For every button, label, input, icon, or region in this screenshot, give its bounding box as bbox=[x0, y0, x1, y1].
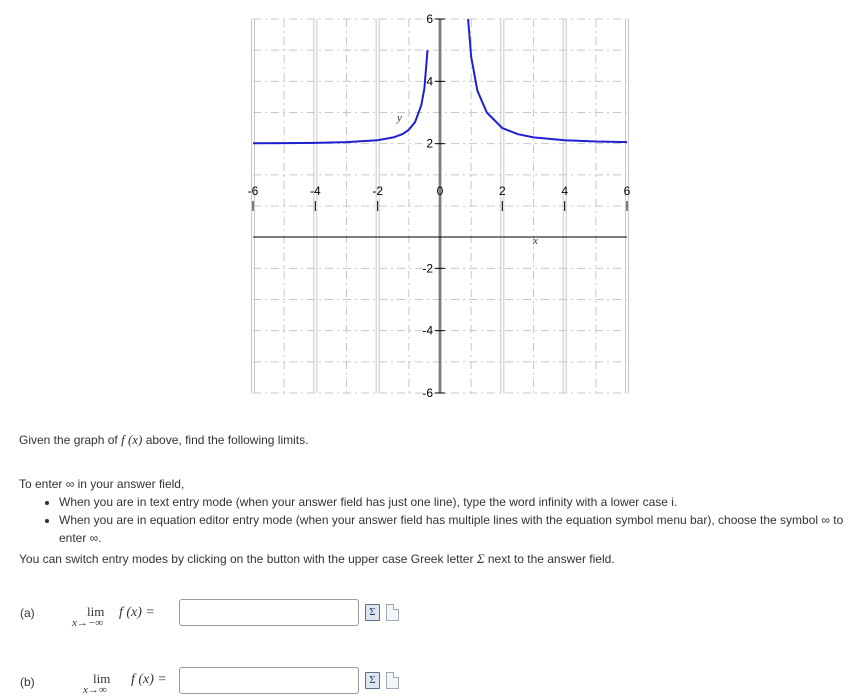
y-axis-label: y bbox=[397, 112, 402, 124]
equation-editor-button-a[interactable]: Σ bbox=[365, 604, 380, 621]
answer-input-b[interactable] bbox=[179, 667, 359, 694]
intro-after: above, find the following limits. bbox=[142, 433, 309, 447]
lim-word: lim bbox=[93, 671, 111, 686]
lim-subscript: x→∞ bbox=[83, 684, 107, 696]
intro-before: Given the graph of bbox=[19, 433, 122, 447]
x-tick-label: -6 bbox=[247, 184, 259, 198]
switch-after: next to the answer field. bbox=[484, 552, 615, 566]
lim-word: lim bbox=[87, 604, 105, 619]
preview-icon[interactable] bbox=[386, 604, 399, 621]
equation-editor-button-b[interactable]: Σ bbox=[365, 672, 380, 689]
part-b-label: (b) bbox=[20, 675, 35, 689]
x-tick-label: 4 bbox=[561, 184, 569, 198]
instructions-lead: To enter ∞ in your answer field, bbox=[19, 477, 185, 491]
answer-input-a[interactable] bbox=[179, 599, 359, 626]
switch-mode-text bbox=[19, 551, 615, 567]
y-tick-label: -2 bbox=[422, 261, 433, 276]
curve-line bbox=[468, 19, 627, 142]
y-tick-label: 4 bbox=[426, 74, 433, 89]
function-notation: f (x) = bbox=[119, 605, 155, 620]
intro-function: f (x) bbox=[121, 432, 143, 447]
y-tick-label: -6 bbox=[422, 386, 433, 400]
x-axis-label: x bbox=[533, 235, 538, 247]
preview-icon[interactable] bbox=[386, 672, 399, 689]
x-tick-label: -2 bbox=[372, 184, 384, 198]
lim-subscript: x→−∞ bbox=[72, 617, 104, 629]
x-tick-label: 0 bbox=[436, 184, 444, 198]
x-tick-label: 2 bbox=[498, 184, 506, 198]
instruction-bullet: • When you are in text entry mode (when your answer field has just one line), type the word infinity with a lower case i. bbox=[59, 493, 849, 511]
instructions-list bbox=[19, 493, 849, 547]
x-tick-label: 6 bbox=[623, 184, 631, 198]
instructions bbox=[19, 475, 849, 547]
x-tick-label: -4 bbox=[309, 184, 321, 198]
function-notation: f (x) = bbox=[131, 672, 167, 687]
y-tick-label: -4 bbox=[422, 323, 433, 338]
y-tick-label: 2 bbox=[426, 136, 433, 151]
intro-text bbox=[19, 432, 308, 448]
part-a-label: (a) bbox=[20, 606, 35, 620]
switch-before: You can switch entry modes by clicking on the button with the upper case Greek letter bbox=[19, 552, 477, 566]
curve-line bbox=[253, 50, 428, 143]
instruction-bullet: • When you are in equation editor entry mode (when your answer field has multiple lines with the equation symbol menu bar), choose the symbol ∞ to enter ∞. bbox=[59, 511, 849, 547]
sigma-symbol: Σ bbox=[476, 551, 485, 566]
y-tick-label: 6 bbox=[426, 12, 433, 26]
